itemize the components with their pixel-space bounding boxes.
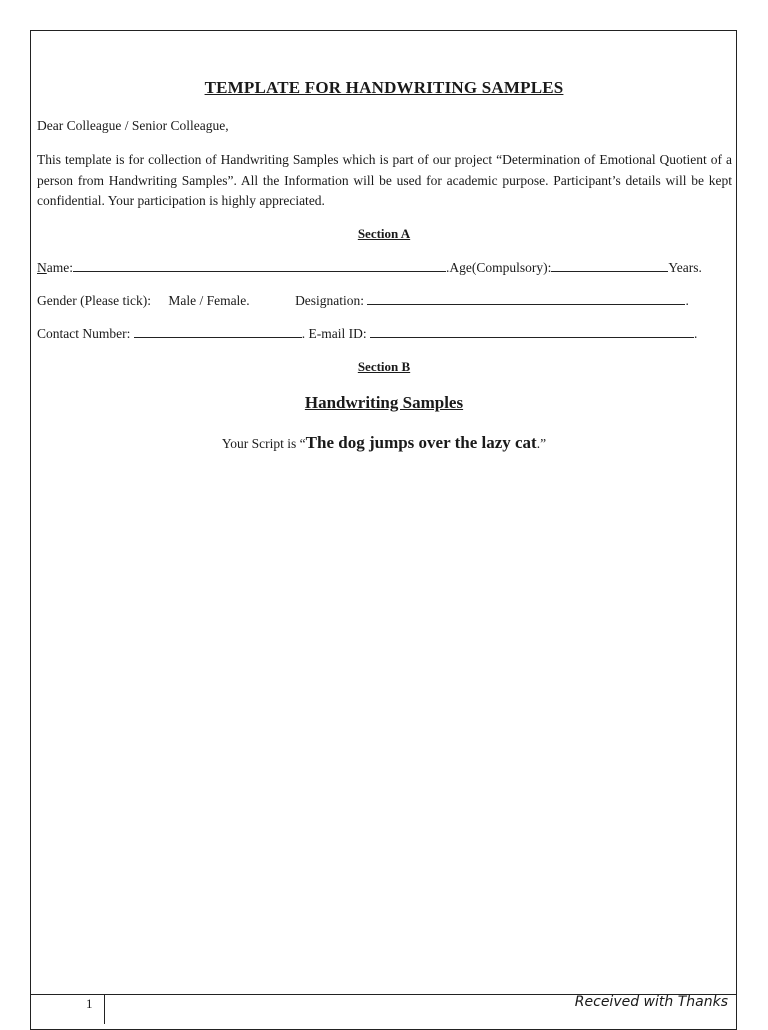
greeting: Dear Colleague / Senior Colleague, bbox=[37, 118, 229, 133]
intro-paragraph: This template is for collection of Handwriting Samples which is part of our project “Determination of Emotional Quotient of a person from Handwriting Samples”. All the Information will be used for academic purpose. Participant’s details will be kept confidential. Your participation is highly appreciated. bbox=[37, 152, 732, 208]
footer-note: Received with Thanks bbox=[574, 994, 728, 1010]
name-label: ame: bbox=[46, 260, 73, 275]
age-field[interactable] bbox=[551, 259, 668, 272]
name-age-row bbox=[37, 259, 730, 276]
contact-email-row bbox=[37, 325, 730, 342]
name-field[interactable] bbox=[73, 259, 446, 272]
document-title: TEMPLATE FOR HANDWRITING SAMPLES bbox=[204, 78, 564, 97]
footer-divider bbox=[104, 994, 105, 1024]
script-text: The dog jumps over the lazy cat bbox=[305, 433, 537, 452]
page-number: 1 bbox=[86, 996, 93, 1011]
contact-label: Contact Number: bbox=[37, 326, 131, 341]
handwriting-samples-heading: Handwriting Samples bbox=[304, 393, 464, 412]
email-label: . E-mail ID: bbox=[301, 326, 367, 341]
email-end: . bbox=[693, 326, 698, 341]
designation-end: . bbox=[685, 293, 689, 308]
designation-label: Designation: bbox=[295, 293, 365, 308]
age-label: .Age(Compulsory): bbox=[446, 260, 552, 275]
script-line bbox=[0, 433, 768, 453]
gender-options[interactable]: Male / Female. bbox=[168, 293, 250, 308]
section-a-heading: Section A bbox=[357, 226, 411, 241]
script-suffix: .” bbox=[536, 436, 547, 451]
gender-label: Gender (Please tick): bbox=[37, 293, 151, 308]
gender-designation-row bbox=[37, 292, 730, 309]
script-prefix: Your Script is “ bbox=[221, 436, 306, 451]
section-b-heading: Section B bbox=[357, 359, 411, 374]
years-label: Years. bbox=[668, 260, 702, 275]
designation-field[interactable] bbox=[367, 292, 685, 305]
contact-field[interactable] bbox=[134, 325, 302, 338]
email-field[interactable] bbox=[370, 325, 694, 338]
name-label-initial: N bbox=[37, 260, 47, 275]
